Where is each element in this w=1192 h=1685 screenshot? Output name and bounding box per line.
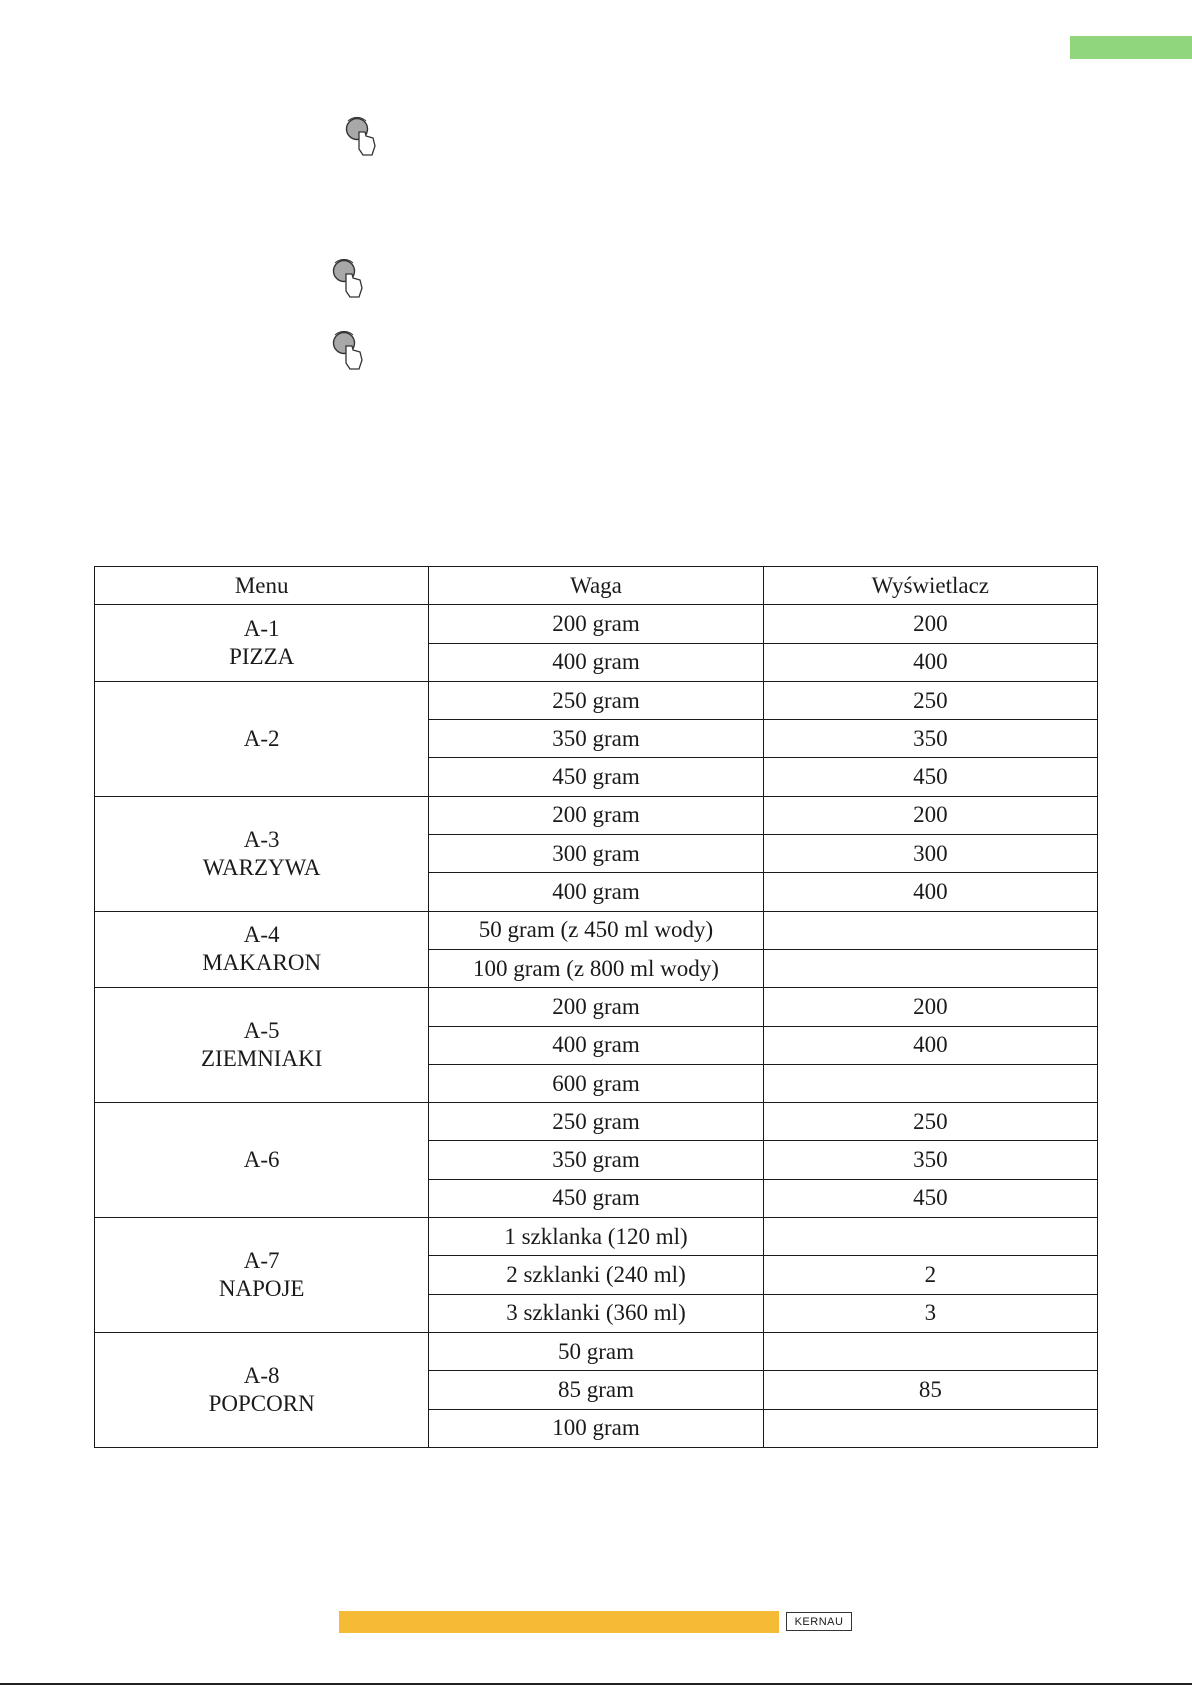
table-row — [95, 1332, 1098, 1370]
weight-cell: 600 gram — [429, 1064, 763, 1102]
table-row — [95, 1103, 1098, 1141]
display-cell: 200 — [763, 796, 1097, 834]
display-cell: 350 — [763, 720, 1097, 758]
menu-code: A-8 — [243, 1362, 280, 1388]
menu-cell — [95, 1218, 429, 1333]
dial-hand-icon — [343, 116, 377, 160]
menu-code: A-7 — [243, 1247, 280, 1273]
display-cell: 250 — [763, 1103, 1097, 1141]
menu-code: A-6 — [243, 1147, 280, 1173]
column-header-display: Wyświetlacz — [763, 567, 1097, 605]
menu-cell — [95, 988, 429, 1103]
table-row — [95, 796, 1098, 834]
menu-code: A-3 — [243, 826, 280, 852]
menu-cell — [95, 1332, 429, 1447]
display-cell: 3 — [763, 1294, 1097, 1332]
column-header-menu: Menu — [95, 567, 429, 605]
weight-cell: 85 gram — [429, 1371, 763, 1409]
display-cell: 350 — [763, 1141, 1097, 1179]
brand-logo: KERNAU — [786, 1612, 852, 1631]
display-cell: 400 — [763, 643, 1097, 681]
menu-cell — [95, 911, 429, 988]
menu-cell — [95, 796, 429, 911]
display-cell: 400 — [763, 1026, 1097, 1064]
display-cell — [763, 911, 1097, 949]
menu-cell — [95, 681, 429, 796]
weight-cell: 250 gram — [429, 681, 763, 719]
menu-label: WARZYWA — [202, 854, 321, 880]
weight-cell: 350 gram — [429, 720, 763, 758]
section-tab — [1070, 36, 1192, 59]
weight-cell: 1 szklanka (120 ml) — [429, 1218, 763, 1256]
weight-cell: 200 gram — [429, 988, 763, 1026]
weight-cell: 400 gram — [429, 1026, 763, 1064]
weight-cell: 100 gram (z 800 ml wody) — [429, 949, 763, 987]
menu-label: ZIEMNIAKI — [200, 1046, 323, 1072]
weight-cell: 400 gram — [429, 873, 763, 911]
display-cell — [763, 1064, 1097, 1102]
dial-hand-icon — [330, 330, 364, 374]
weight-cell: 200 gram — [429, 796, 763, 834]
menu-label: POPCORN — [208, 1390, 315, 1416]
display-cell: 400 — [763, 873, 1097, 911]
menu-code: A-5 — [243, 1018, 280, 1044]
dial-hand-icon — [330, 258, 364, 302]
table-row — [95, 605, 1098, 643]
weight-cell: 200 gram — [429, 605, 763, 643]
weight-cell: 50 gram (z 450 ml wody) — [429, 911, 763, 949]
weight-cell: 350 gram — [429, 1141, 763, 1179]
table-row — [95, 988, 1098, 1026]
weight-cell: 50 gram — [429, 1332, 763, 1370]
menu-label: NAPOJE — [218, 1275, 305, 1301]
weight-cell: 2 szklanki (240 ml) — [429, 1256, 763, 1294]
weight-cell: 300 gram — [429, 835, 763, 873]
display-cell: 300 — [763, 835, 1097, 873]
table-row — [95, 1218, 1098, 1256]
display-cell — [763, 1409, 1097, 1447]
column-header-weight: Waga — [429, 567, 763, 605]
auto-menu-table — [94, 566, 1098, 1448]
table-header-row — [95, 567, 1098, 605]
display-cell: 200 — [763, 988, 1097, 1026]
display-cell — [763, 1218, 1097, 1256]
weight-cell: 400 gram — [429, 643, 763, 681]
display-cell: 250 — [763, 681, 1097, 719]
display-cell: 85 — [763, 1371, 1097, 1409]
weight-cell: 100 gram — [429, 1409, 763, 1447]
menu-cell — [95, 605, 429, 682]
weight-cell: 450 gram — [429, 1179, 763, 1217]
menu-code: A-4 — [243, 922, 280, 948]
weight-cell: 250 gram — [429, 1103, 763, 1141]
menu-cell — [95, 1103, 429, 1218]
display-cell: 450 — [763, 1179, 1097, 1217]
display-cell: 450 — [763, 758, 1097, 796]
table-row — [95, 911, 1098, 949]
menu-label: MAKARON — [202, 950, 322, 976]
display-cell — [763, 1332, 1097, 1370]
display-cell: 200 — [763, 605, 1097, 643]
table-row — [95, 681, 1098, 719]
menu-code: A-1 — [243, 616, 280, 642]
display-cell: 2 — [763, 1256, 1097, 1294]
menu-label: PIZZA — [229, 644, 295, 670]
weight-cell: 3 szklanki (360 ml) — [429, 1294, 763, 1332]
menu-code: A-2 — [243, 725, 280, 751]
weight-cell: 450 gram — [429, 758, 763, 796]
display-cell — [763, 949, 1097, 987]
footer-bar — [339, 1611, 779, 1633]
